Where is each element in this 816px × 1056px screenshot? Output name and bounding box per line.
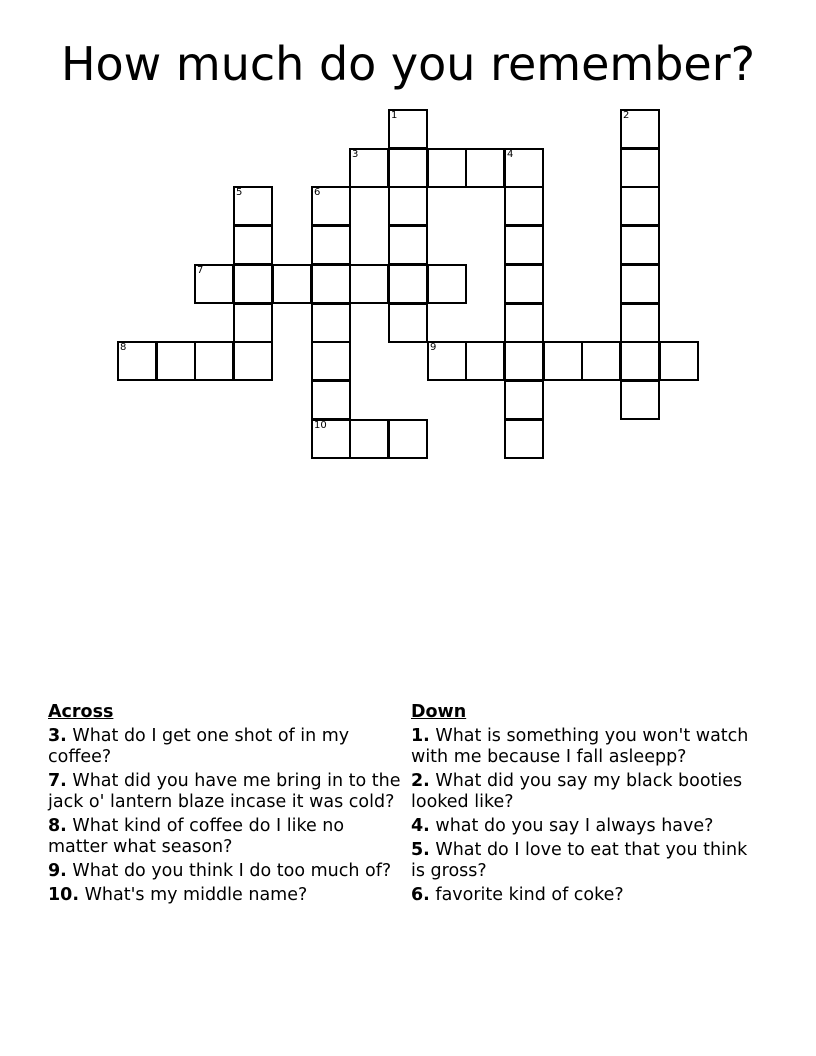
grid-cell[interactable] [465,341,505,381]
cell-number: 4 [507,149,514,160]
grid-cell[interactable] [311,419,351,459]
clue-number: 9. [48,861,67,881]
grid-cell[interactable] [504,341,544,381]
clue-text: What did you say my black booties looked like? [411,771,743,812]
clue-number: 4. [411,816,430,836]
grid-cell[interactable] [349,419,389,459]
clue-across-9 [48,861,408,882]
grid-cell[interactable] [427,341,467,381]
grid-cell[interactable] [620,148,660,188]
clue-text: What do you think I do too much of? [72,861,392,881]
clue-text: What do I love to eat that you think is gross? [411,840,748,881]
cell-number: 1 [391,110,398,121]
grid-cell[interactable] [311,341,351,381]
clue-number: 10. [48,885,80,905]
grid-cell[interactable] [427,148,467,188]
grid-cell[interactable] [349,264,389,304]
grid-cell[interactable] [233,264,273,304]
clue-number: 7. [48,771,67,791]
grid-cell[interactable] [233,303,273,343]
grid-cell[interactable] [504,225,544,265]
clue-across-3 [48,726,408,768]
grid-cell[interactable] [620,380,660,420]
clue-down-2 [411,771,756,813]
clue-text: What do I get one shot of in my coffee? [48,726,350,767]
cell-number: 8 [120,342,127,353]
grid-cell[interactable] [156,341,196,381]
grid-cell[interactable] [504,264,544,304]
grid-cell[interactable] [388,225,428,265]
grid-cell[interactable] [311,303,351,343]
grid-cell[interactable] [504,419,544,459]
grid-cell[interactable] [504,148,544,188]
grid-cell[interactable] [117,341,157,381]
grid-cell[interactable] [311,380,351,420]
clue-text: What did you have me bring in to the jack o' lantern blaze incase it was cold? [48,771,401,812]
clue-down-1 [411,726,756,768]
grid-cell[interactable] [504,186,544,226]
grid-cell[interactable] [465,148,505,188]
grid-cell[interactable] [504,303,544,343]
cell-number: 6 [314,187,321,198]
grid-cell[interactable] [388,148,428,188]
down-heading: Down [411,702,467,722]
clue-down-5 [411,840,756,882]
clue-number: 3. [48,726,67,746]
clue-text: What kind of coffee do I like no matter what season? [48,816,345,857]
cell-number: 9 [430,342,437,353]
page-title: How much do you remember? [60,37,756,91]
grid-cell[interactable] [620,186,660,226]
clue-number: 2. [411,771,430,791]
grid-cell[interactable] [504,380,544,420]
clue-across-8 [48,816,408,858]
grid-cell[interactable] [620,303,660,343]
clue-across-7 [48,771,408,813]
grid-cell[interactable] [620,109,660,149]
grid-cell[interactable] [194,341,234,381]
clue-down-4 [411,816,756,837]
clue-number: 1. [411,726,430,746]
grid-cell[interactable] [581,341,621,381]
clue-number: 5. [411,840,430,860]
cell-number: 10 [314,420,327,431]
clue-text: What's my middle name? [84,885,308,905]
across-clues [48,702,408,909]
clue-number: 6. [411,885,430,905]
across-heading: Across [48,702,114,722]
grid-cell[interactable] [388,109,428,149]
cell-number: 5 [236,187,243,198]
cell-number: 7 [197,265,204,276]
clue-text: what do you say I always have? [435,816,714,836]
grid-cell[interactable] [388,186,428,226]
grid-cell[interactable] [311,225,351,265]
grid-cell[interactable] [388,303,428,343]
down-clues [411,702,756,909]
crossword-grid [0,0,816,470]
clue-number: 8. [48,816,67,836]
grid-cell[interactable] [620,264,660,304]
grid-cell[interactable] [233,225,273,265]
grid-cell[interactable] [659,341,699,381]
grid-cell[interactable] [272,264,312,304]
grid-cell[interactable] [233,341,273,381]
grid-cell[interactable] [311,264,351,304]
grid-cell[interactable] [427,264,467,304]
cell-number: 3 [352,149,359,160]
clue-text: favorite kind of coke? [435,885,624,905]
grid-cell[interactable] [543,341,583,381]
grid-cell[interactable] [349,148,389,188]
grid-cell[interactable] [388,264,428,304]
grid-cell[interactable] [388,419,428,459]
clue-down-6 [411,885,756,906]
grid-cell[interactable] [311,186,351,226]
cell-number: 2 [623,110,630,121]
clue-across-10 [48,885,408,906]
grid-cell[interactable] [620,225,660,265]
grid-cell[interactable] [233,186,273,226]
clue-text: What is something you won't watch with me because I fall asleepp? [411,726,749,767]
grid-cell[interactable] [194,264,234,304]
grid-cell[interactable] [620,341,660,381]
